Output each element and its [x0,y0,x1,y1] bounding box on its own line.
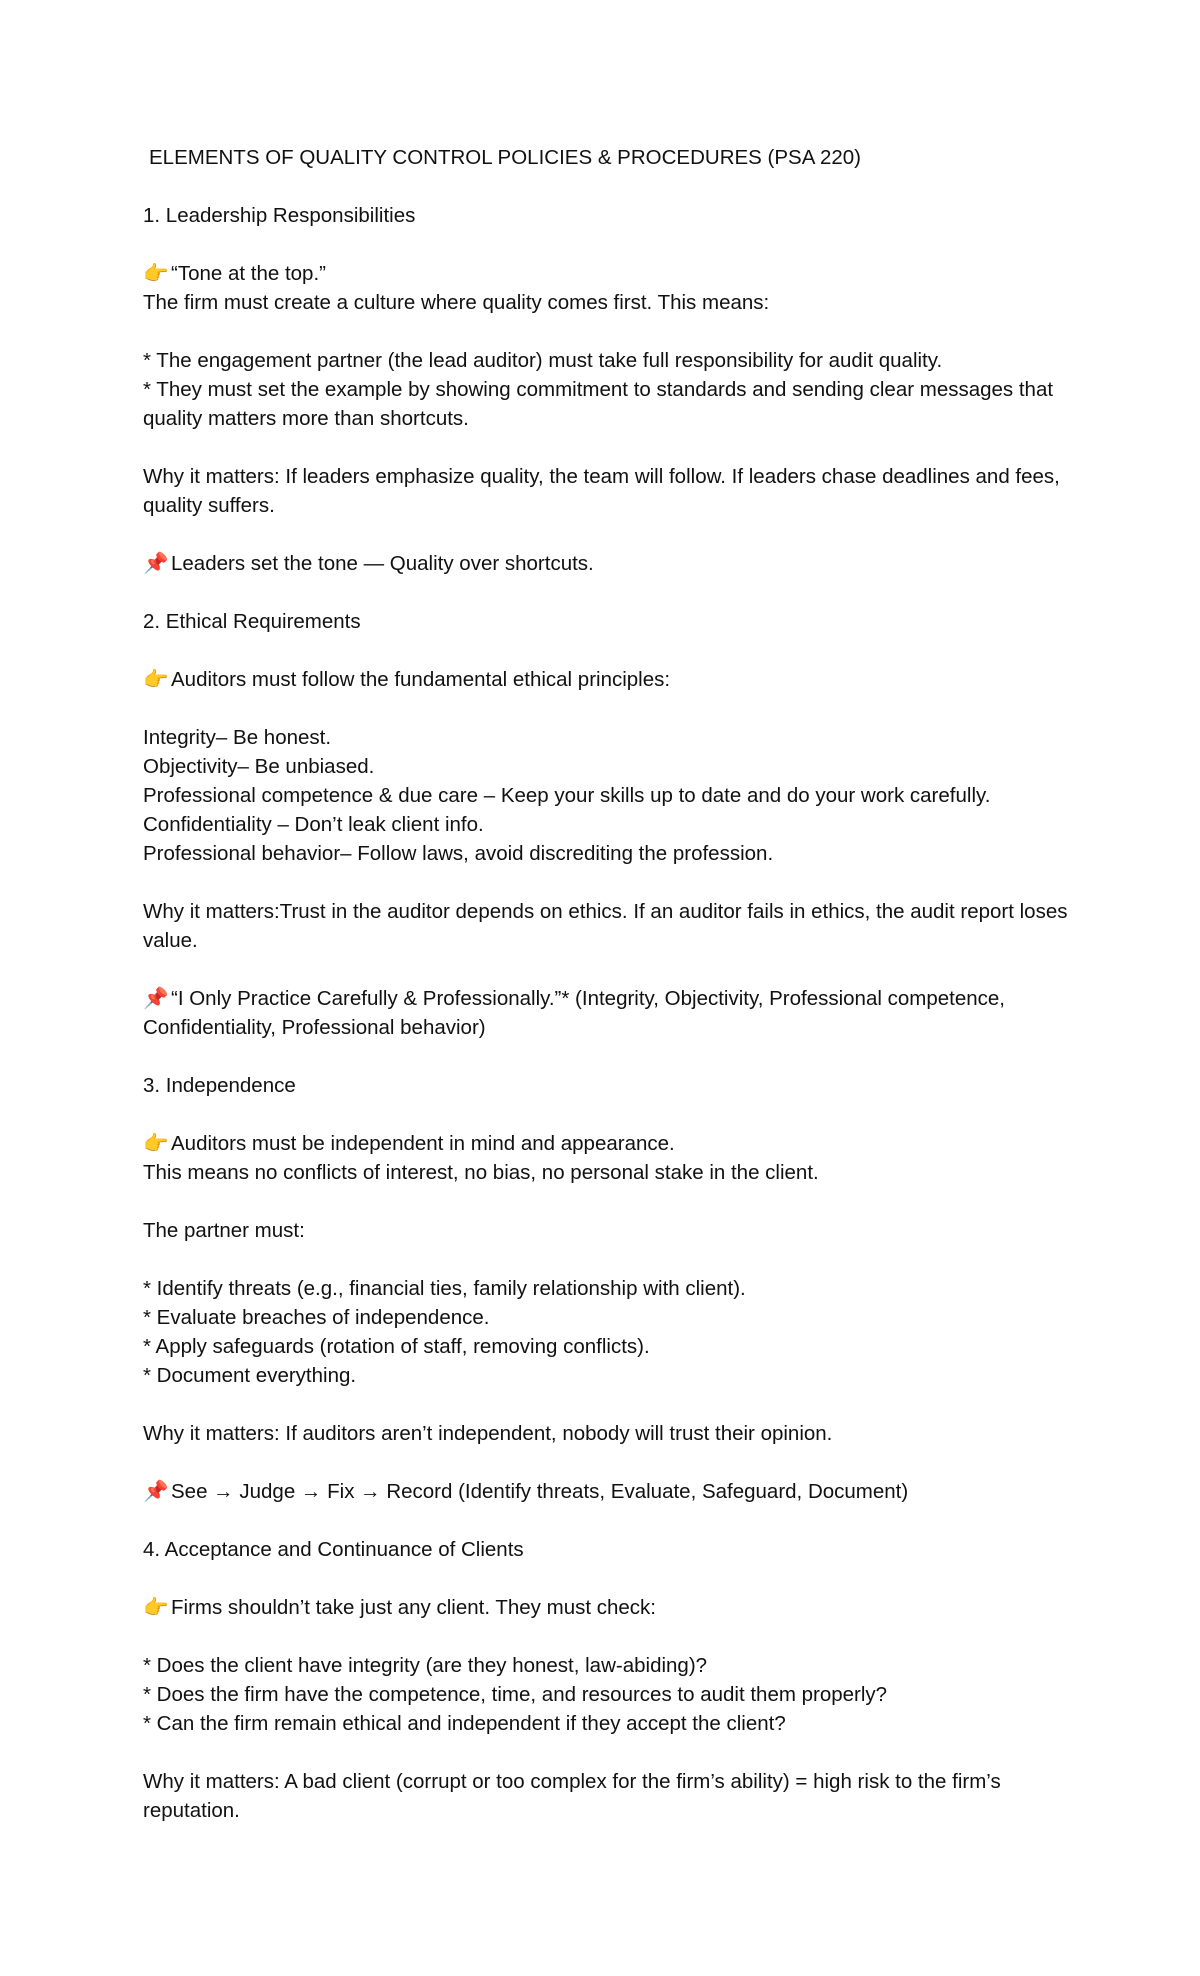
spacer [143,578,1083,607]
spacer [143,1245,1083,1274]
spacer [143,868,1083,897]
spacer [143,1564,1083,1593]
bullet-item: * Can the firm remain ethical and independent if they accept the client? [143,1712,786,1735]
section-heading-ethics: 2. Ethical Requirements [143,610,361,633]
pin-note [143,549,1083,578]
bullet-item: * Evaluate breaches of independence. [143,1306,490,1329]
section-heading-acceptance: 4. Acceptance and Continuance of Clients [143,1538,524,1561]
bullet-item: * Does the client have integrity (are they honest, law-abiding)? [143,1654,708,1677]
intro-quote: “Tone at the top.” [171,262,326,285]
principle-item: Confidentiality – Don’t leak client info. [143,813,484,836]
spacer [143,1506,1083,1535]
principle-item: Professional competence & due care – Keep your skills up to date and do your work carefully. [143,784,991,807]
spacer [143,955,1083,984]
spacer [143,636,1083,665]
paragraph: The firm must create a culture where quality comes first. This means: [143,291,770,314]
spacer [143,1448,1083,1477]
spacer [143,694,1083,723]
document-page [143,143,1083,1825]
pointing-hand-icon: 👉 [143,668,169,691]
why-it-matters: Why it matters: If leaders emphasize quality, the team will follow. If leaders chase deadlines and fees, quality suffers. [143,465,1060,517]
why-it-matters: Why it matters: If auditors aren’t independent, nobody will trust their opinion. [143,1422,833,1445]
spacer [143,317,1083,346]
paragraph: The partner must: [143,1219,305,1242]
spacer [143,172,1083,201]
pointing-hand-icon: 👉 [143,262,169,285]
pushpin-icon: 📌 [143,1480,169,1503]
bullet-item: * Document everything. [143,1364,357,1387]
spacer [143,1042,1083,1071]
intro-text: Auditors must be independent in mind and appearance. [171,1132,675,1155]
spacer [143,520,1083,549]
spacer [143,230,1083,259]
intro-line [143,259,1083,288]
pin-text: Leaders set the tone — Quality over shortcuts. [171,552,594,575]
intro-text: Auditors must follow the fundamental ethical principles: [171,668,671,691]
principle-item: Integrity– Be honest. [143,726,332,749]
bullet-item: * Apply safeguards (rotation of staff, removing conflicts). [143,1335,650,1358]
intro-text: Firms shouldn’t take just any client. They must check: [171,1596,656,1619]
paragraph: This means no conflicts of interest, no bias, no personal stake in the client. [143,1161,819,1184]
spacer [143,1738,1083,1767]
spacer [143,1622,1083,1651]
intro-line [143,1593,1083,1622]
pin-note [143,1477,1083,1506]
principle-item: Professional behavior– Follow laws, avoid discrediting the profession. [143,842,774,865]
spacer [143,433,1083,462]
pointing-hand-icon: 👉 [143,1596,169,1619]
bullet-item: * They must set the example by showing commitment to standards and sending clear messages that quality matters more than shortcuts. [143,378,1054,430]
spacer [143,1187,1083,1216]
intro-line [143,665,1083,694]
intro-line [143,1129,1083,1158]
bullet-item: * Does the firm have the competence, time, and resources to audit them properly? [143,1683,888,1706]
pointing-hand-icon: 👉 [143,1132,169,1155]
why-it-matters: Why it matters: A bad client (corrupt or too complex for the firm’s ability) = high risk to the firm’s reputation. [143,1770,1001,1822]
pushpin-icon: 📌 [143,552,169,575]
pushpin-icon: 📌 [143,987,169,1010]
pin-note [143,984,1083,1042]
bullet-item: * Identify threats (e.g., financial ties, family relationship with client). [143,1277,746,1300]
why-it-matters: Why it matters:Trust in the auditor depends on ethics. If an auditor fails in ethics, the audit report loses value. [143,900,1068,952]
section-heading-leadership: 1. Leadership Responsibilities [143,204,416,227]
pin-text: See → Judge → Fix → Record (Identify threats, Evaluate, Safeguard, Document) [171,1480,909,1503]
principle-item: Objectivity– Be unbiased. [143,755,375,778]
document-title: ELEMENTS OF QUALITY CONTROL POLICIES & PROCEDURES (PSA 220) [149,146,861,169]
pin-text: “I Only Practice Carefully & Professionally.”* (Integrity, Objectivity, Professional competence, Confidentiality, Professional behavior) [143,987,1005,1039]
spacer [143,1390,1083,1419]
bullet-item: * The engagement partner (the lead auditor) must take full responsibility for audit quality. [143,349,943,372]
spacer [143,1100,1083,1129]
section-heading-independence: 3. Independence [143,1074,296,1097]
